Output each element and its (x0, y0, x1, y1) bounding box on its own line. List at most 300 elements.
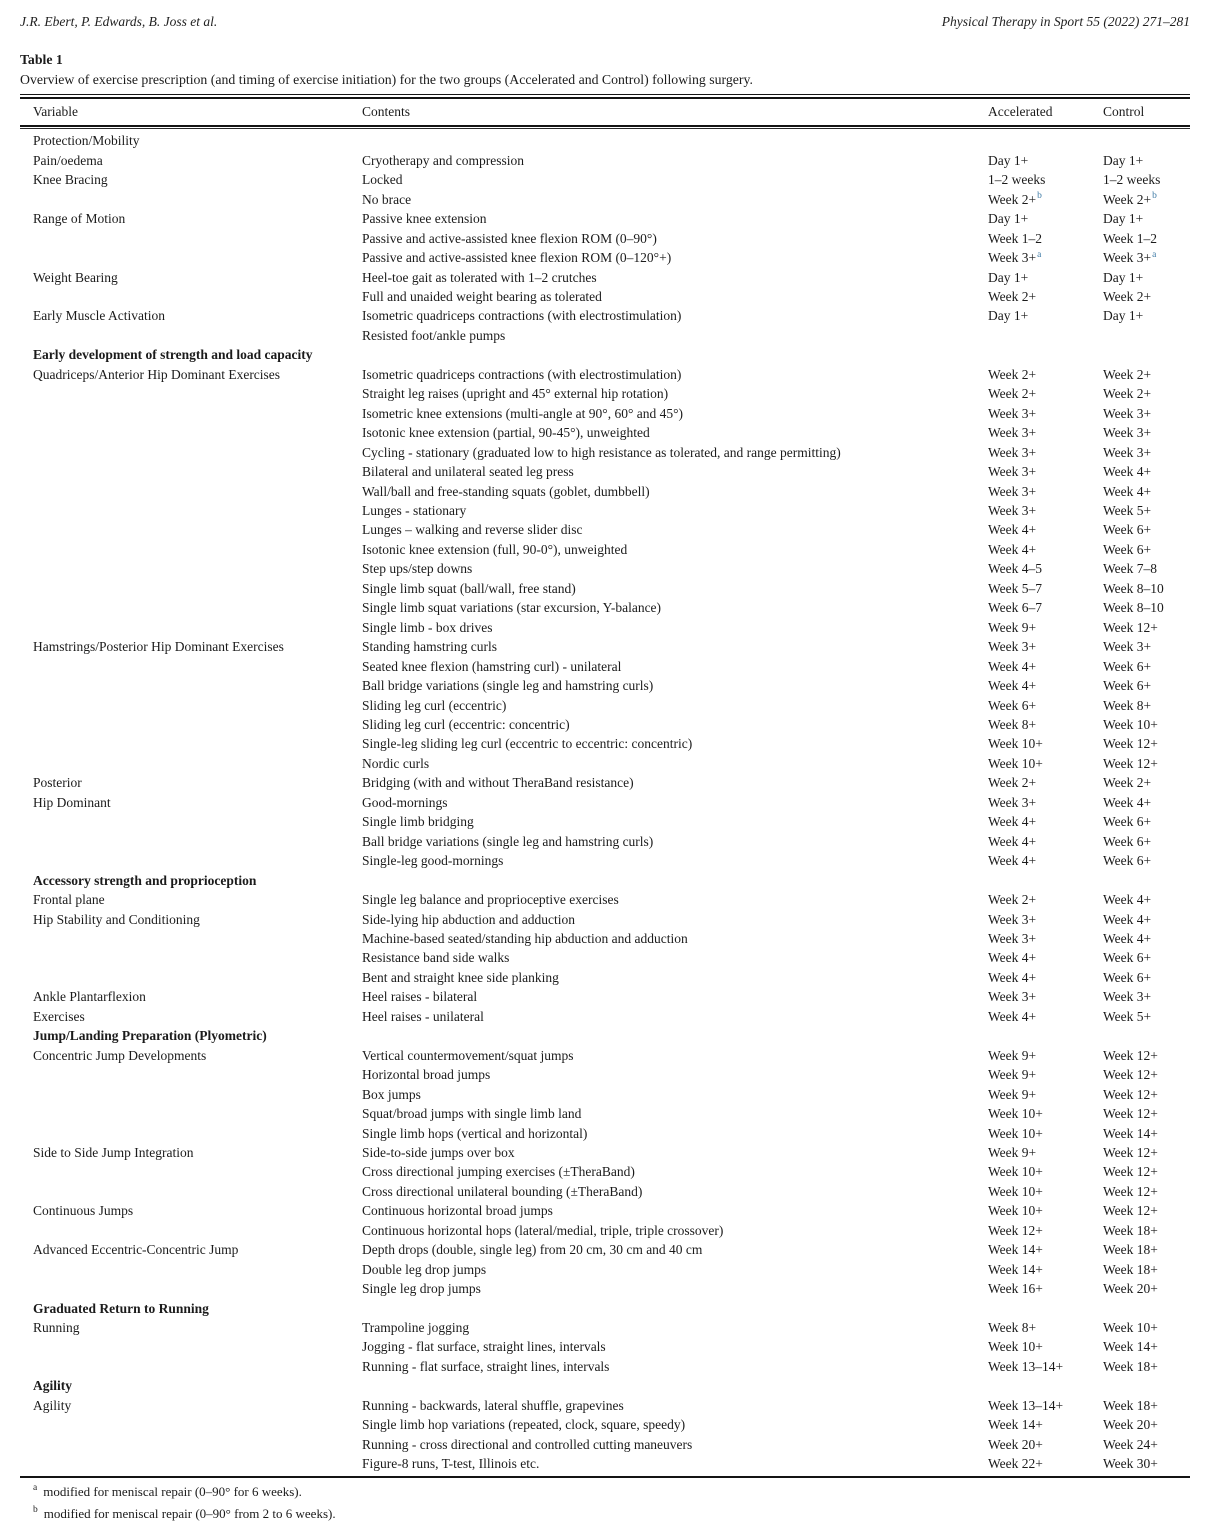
section-title: Graduated Return to Running (33, 1300, 209, 1316)
section-title: Jump/Landing Preparation (Plyometric) (33, 1028, 267, 1044)
cell-variable (33, 1065, 362, 1084)
cell-accelerated: Week 2+ (988, 775, 1037, 791)
cell-accelerated: Week 10+ (988, 1125, 1043, 1141)
cell-control: Week 14+ (1103, 1125, 1158, 1141)
cell-variable: Side to Side Jump Integration (33, 1144, 194, 1160)
cell-contents: Single limb hops (vertical and horizontal) (362, 1125, 588, 1141)
cell-contents: Heel raises - bilateral (362, 989, 478, 1005)
cell-control: Week 7–8 (1103, 561, 1158, 577)
cell-contents: Box jumps (362, 1086, 421, 1102)
table-row (33, 579, 1190, 598)
cell-accelerated: Week 3+ (988, 503, 1037, 518)
cell-control: Week 18+ (1103, 1397, 1158, 1413)
table-row (33, 1201, 1190, 1220)
cell-control: Week 4+ (1103, 794, 1152, 810)
cell-variable: Exercises (33, 1008, 85, 1024)
cell-variable (33, 520, 362, 539)
section-title: Early development of strength and load capacity (33, 347, 313, 363)
cell-accelerated: Week 10+ (988, 1106, 1043, 1122)
cell-control (1103, 326, 1190, 345)
column-header-control: Control (1103, 103, 1145, 119)
cell-accelerated: Week 14+ (988, 1242, 1043, 1258)
cell-variable: Weight Bearing (33, 269, 118, 285)
table-row (33, 462, 1190, 481)
section-row (33, 871, 1190, 890)
table-row (33, 618, 1190, 637)
cell-control: Week 12+ (1103, 1164, 1158, 1180)
cell-accelerated: Week 12+ (988, 1222, 1043, 1238)
cell-contents: Resisted foot/ankle pumps (362, 327, 506, 343)
footnote-marker: a (33, 1483, 38, 1494)
cell-control: Week 6+ (1103, 969, 1152, 985)
cell-contents: Single limb squat (ball/wall, free stand) (362, 580, 576, 596)
cell-contents: Cross directional unilateral bounding (±TheraBand) (362, 1183, 643, 1199)
cell-variable (33, 1415, 362, 1434)
cell-contents: Side-lying hip abduction and adduction (362, 911, 575, 927)
cell-control: Day 1+ (1103, 308, 1144, 324)
table-row (33, 1046, 1190, 1065)
cell-contents: Straight leg raises (upright and 45° external hip rotation) (362, 386, 669, 402)
table-row (33, 676, 1190, 695)
table-row (33, 734, 1190, 753)
table-caption: Overview of exercise prescription (and timing of exercise initiation) for the two groups (Accelerated and Control) following surgery. (20, 72, 753, 87)
table-row (33, 209, 1190, 228)
cell-contents: Continuous horizontal broad jumps (362, 1203, 553, 1219)
cell-variable (33, 676, 362, 695)
cell-contents: Heel raises - unilateral (362, 1008, 484, 1024)
cell-accelerated: Day 1+ (988, 269, 1029, 285)
cell-variable (33, 559, 362, 578)
footnote-marker: b (33, 1505, 38, 1516)
cell-control: Week 6+ (1103, 814, 1152, 830)
cell-control: Week 4+ (1103, 930, 1152, 946)
cell-control: Week 4+ (1103, 911, 1152, 927)
cell-contents: Single limb bridging (362, 814, 474, 830)
cell-control: Week 12+ (1103, 1067, 1158, 1083)
cell-variable (33, 326, 362, 345)
cell-contents: Single-leg good-mornings (362, 853, 504, 869)
cell-variable (33, 1337, 362, 1356)
section-row (33, 345, 1190, 364)
cell-contents: Machine-based seated/standing hip abduction and adduction (362, 930, 688, 946)
cell-accelerated: Week 10+ (988, 1183, 1043, 1199)
cell-contents: Running - backwards, lateral shuffle, grapevines (362, 1397, 624, 1413)
table-row (33, 1085, 1190, 1104)
table-row (33, 910, 1190, 929)
cell-variable (33, 1085, 362, 1104)
cell-accelerated: Day 1+ (988, 308, 1029, 324)
cell-accelerated: Week 2+$^b$ (988, 191, 1042, 207)
table-row (33, 1337, 1190, 1356)
exercise-table (20, 94, 1190, 1478)
table-row (33, 1260, 1190, 1279)
table-row (33, 1454, 1190, 1473)
table-row (33, 948, 1190, 967)
cell-control: Week 18+ (1103, 1261, 1158, 1277)
cell-accelerated: Week 4+ (988, 833, 1037, 849)
cell-control: Week 1–2 (1103, 230, 1158, 246)
cell-control: Week 12+ (1103, 1203, 1158, 1219)
section-row (33, 1026, 1190, 1045)
cell-variable (33, 384, 362, 403)
table-row (33, 1435, 1190, 1454)
cell-accelerated: Week 9+ (988, 619, 1037, 635)
table-row (33, 1357, 1190, 1376)
table-row (33, 715, 1190, 734)
cell-accelerated: Week 3+ (988, 989, 1037, 1005)
table-label: Table 1 (20, 52, 63, 67)
cell-accelerated: Week 20+ (988, 1436, 1043, 1452)
cell-control: Week 4+ (1103, 892, 1152, 908)
cell-variable (33, 1221, 362, 1240)
cell-control: Week 18+ (1103, 1242, 1158, 1258)
cell-contents: Running - cross directional and controlled cutting maneuvers (362, 1436, 693, 1452)
cell-contents: Bilateral and unilateral seated leg press (362, 464, 574, 480)
table-row (33, 151, 1190, 170)
section-title: Accessory strength and proprioception (33, 872, 257, 888)
cell-contents: Lunges – walking and reverse slider disc (362, 522, 583, 538)
cell-contents: Isotonic knee extension (partial, 90-45°), unweighted (362, 425, 650, 441)
table-row (33, 229, 1190, 248)
cell-accelerated: Week 22+ (988, 1456, 1043, 1472)
cell-contents: Passive and active-assisted knee flexion ROM (0–90°) (362, 230, 657, 246)
footnote-ref: a (1037, 249, 1042, 260)
cell-control: Week 2+$^b$ (1103, 191, 1157, 207)
cell-accelerated: Week 4+ (988, 814, 1037, 830)
cell-contents: Bent and straight knee side planking (362, 969, 559, 985)
cell-accelerated: Week 10+ (988, 1203, 1043, 1219)
table-row (33, 306, 1190, 325)
cell-variable: Hip Stability and Conditioning (33, 911, 200, 927)
footnote-ref: a (1152, 249, 1157, 260)
cell-variable: Pain/oedema (33, 152, 103, 168)
running-head (20, 0, 1190, 30)
cell-accelerated: Week 4–5 (988, 561, 1043, 577)
section-row (33, 1299, 1190, 1318)
table-row (33, 773, 1190, 792)
cell-variable (33, 462, 362, 481)
cell-contents: Ball bridge variations (single leg and hamstring curls) (362, 678, 654, 694)
cell-variable (33, 1435, 362, 1454)
table-header-row (20, 99, 1190, 125)
cell-variable (33, 287, 362, 306)
cell-variable (33, 1104, 362, 1123)
cell-accelerated: Week 10+ (988, 736, 1043, 752)
cell-variable (33, 598, 362, 617)
column-header-variable: Variable (33, 103, 78, 119)
cell-control: Week 2+ (1103, 289, 1152, 305)
cell-control: Week 14+ (1103, 1339, 1158, 1355)
cell-accelerated: Week 9+ (988, 1067, 1037, 1083)
footnote: $^b$ modified for meniscal repair (0–90° from 2 to 6 weeks). (33, 1505, 336, 1521)
cell-control: Week 10+ (1103, 1320, 1158, 1336)
cell-accelerated: Week 3+ (988, 930, 1037, 946)
table-row (33, 968, 1190, 987)
cell-contents: Vertical countermovement/squat jumps (362, 1047, 574, 1063)
cell-control: Week 18+ (1103, 1222, 1158, 1238)
cell-contents: Isometric knee extensions (multi-angle at 90°, 60° and 45°) (362, 405, 683, 421)
cell-variable: Frontal plane (33, 892, 105, 908)
cell-accelerated: Week 3+ (988, 425, 1037, 441)
cell-variable (33, 248, 362, 267)
cell-accelerated: Week 8+ (988, 716, 1037, 732)
cell-control: Day 1+ (1103, 269, 1144, 285)
cell-contents: Wall/ball and free-standing squats (goblet, dumbbell) (362, 483, 650, 499)
table-row (33, 482, 1190, 501)
cell-control: Day 1+ (1103, 152, 1144, 168)
cell-variable (33, 1357, 362, 1376)
cell-control: Week 24+ (1103, 1436, 1158, 1452)
cell-contents: Horizontal broad jumps (362, 1067, 491, 1083)
cell-accelerated: Week 2+ (988, 892, 1037, 908)
cell-control: Week 10+ (1103, 716, 1158, 732)
cell-contents: Single limb - box drives (362, 619, 493, 635)
footnote-ref: b (1152, 191, 1157, 202)
cell-contents: Continuous horizontal hops (lateral/medial, triple, triple crossover) (362, 1222, 724, 1238)
cell-accelerated: Week 9+ (988, 1144, 1037, 1160)
cell-accelerated: Week 5–7 (988, 580, 1043, 596)
table-row (33, 1318, 1190, 1337)
cell-accelerated: Day 1+ (988, 211, 1029, 227)
cell-control: Week 5+ (1103, 1008, 1152, 1024)
table-row (33, 1182, 1190, 1201)
table-row (33, 287, 1190, 306)
cell-accelerated: Week 3+ (988, 444, 1037, 460)
cell-contents: Standing hamstring curls (362, 639, 497, 655)
table-row (33, 598, 1190, 617)
cell-control: Week 12+ (1103, 1183, 1158, 1199)
table-row (33, 890, 1190, 909)
cell-control: Week 12+ (1103, 1086, 1158, 1102)
cell-accelerated: Week 3+ (988, 794, 1037, 810)
cell-control: Week 3+$^a$ (1103, 249, 1157, 266)
cell-contents: Cycling - stationary (graduated low to high resistance as tolerated, and range permitting) (362, 444, 841, 460)
cell-variable (33, 579, 362, 598)
cell-control: Week 3+ (1103, 639, 1152, 655)
cell-variable (33, 657, 362, 676)
cell-variable (33, 754, 362, 773)
table-row (33, 1396, 1190, 1415)
footnote: $^a$ modified for meniscal repair (0–90° for 6 weeks). (33, 1483, 302, 1499)
footnote-ref: b (1037, 191, 1042, 202)
cell-variable: Running (33, 1320, 80, 1336)
table-row (33, 190, 1190, 209)
cell-accelerated: Day 1+ (988, 152, 1029, 168)
cell-accelerated: Week 3+$^a$ (988, 249, 1042, 266)
table-row (33, 754, 1190, 773)
cell-variable (33, 1124, 362, 1143)
cell-control: Week 3+ (1103, 425, 1152, 441)
table-row (33, 832, 1190, 851)
cell-contents: Trampoline jogging (362, 1320, 470, 1336)
cell-accelerated: Week 4+ (988, 678, 1037, 694)
cell-variable (33, 734, 362, 753)
cell-accelerated: Week 4+ (988, 853, 1037, 869)
cell-accelerated: Week 3+ (988, 464, 1037, 480)
cell-control: Week 12+ (1103, 1106, 1158, 1122)
cell-accelerated: 1–2 weeks (988, 172, 1046, 188)
cell-variable (33, 832, 362, 851)
cell-control: Week 3+ (1103, 405, 1152, 421)
cell-variable (33, 190, 362, 209)
table-row (33, 1162, 1190, 1181)
cell-control: Week 8–10 (1103, 600, 1164, 616)
cell-contents: Sliding leg curl (eccentric: concentric) (362, 716, 570, 732)
cell-contents: Double leg drop jumps (362, 1261, 487, 1277)
cell-accelerated: Week 2+ (988, 386, 1037, 402)
cell-control: Week 6+ (1103, 522, 1152, 538)
cell-accelerated: Week 3+ (988, 911, 1037, 927)
cell-variable: Continuous Jumps (33, 1203, 134, 1219)
cell-control: Week 8+ (1103, 697, 1152, 713)
table-row (33, 637, 1190, 656)
cell-contents: Good-mornings (362, 794, 448, 810)
cell-control: Week 3+ (1103, 444, 1152, 460)
cell-control: Week 6+ (1103, 541, 1152, 557)
cell-accelerated: Week 6–7 (988, 600, 1043, 616)
table-row (33, 443, 1190, 462)
cell-accelerated: Week 3+ (988, 405, 1037, 421)
cell-variable: Agility (33, 1397, 72, 1413)
cell-accelerated: Week 4+ (988, 658, 1037, 674)
cell-variable (33, 1279, 362, 1298)
table-row (33, 1007, 1190, 1026)
cell-control: Week 8–10 (1103, 580, 1164, 596)
cell-accelerated: Week 13–14+ (988, 1358, 1064, 1374)
cell-contents: Step ups/step downs (362, 561, 473, 577)
running-head-authors: J.R. Ebert, P. Edwards, B. Joss et al. (20, 14, 218, 29)
cell-variable: Advanced Eccentric-Concentric Jump (33, 1242, 239, 1258)
cell-variable (33, 851, 362, 870)
cell-accelerated: Week 3+ (988, 639, 1037, 655)
running-head-journal: Physical Therapy in Sport 55 (2022) 271–281 (941, 14, 1190, 29)
cell-control: Week 6+ (1103, 658, 1152, 674)
cell-variable: Knee Bracing (33, 172, 108, 188)
cell-variable (33, 715, 362, 734)
cell-variable (33, 229, 362, 248)
cell-contents: Side-to-side jumps over box (362, 1144, 515, 1160)
cell-accelerated: Week 10+ (988, 1339, 1043, 1355)
table-footnotes (20, 1481, 1190, 1525)
table-row (33, 404, 1190, 423)
cell-accelerated: Week 2+ (988, 289, 1037, 305)
cell-control: Week 20+ (1103, 1281, 1158, 1297)
table-row (33, 1221, 1190, 1240)
cell-accelerated: Week 4+ (988, 950, 1037, 966)
cell-contents: No brace (362, 191, 412, 207)
table-row (33, 384, 1190, 403)
table-row (33, 1065, 1190, 1084)
table-bottom-rule (20, 1476, 1190, 1478)
cell-control: Week 2+ (1103, 386, 1152, 402)
cell-contents: Isometric quadriceps contractions (with electrostimulation) (362, 366, 682, 382)
cell-control: Week 6+ (1103, 678, 1152, 694)
cell-variable: Ankle Plantarflexion (33, 989, 146, 1005)
table-row (33, 696, 1190, 715)
cell-contents: Single leg drop jumps (362, 1281, 481, 1297)
cell-control: Week 4+ (1103, 483, 1152, 499)
cell-contents: Seated knee flexion (hamstring curl) - unilateral (362, 658, 622, 674)
cell-accelerated: Week 9+ (988, 1047, 1037, 1063)
table-row (33, 1124, 1190, 1143)
cell-accelerated: Week 4+ (988, 541, 1037, 557)
cell-contents: Ball bridge variations (single leg and hamstring curls) (362, 833, 654, 849)
cell-control: 1–2 weeks (1103, 172, 1161, 188)
cell-control: Week 6+ (1103, 853, 1152, 869)
cell-contents: Single limb hop variations (repeated, clock, square, speedy) (362, 1417, 686, 1433)
section-title: Agility (33, 1378, 72, 1394)
cell-contents: Passive knee extension (362, 211, 487, 227)
cell-variable (33, 1162, 362, 1181)
table-row (33, 1279, 1190, 1298)
cell-variable (33, 404, 362, 423)
cell-variable (33, 1260, 362, 1279)
cell-variable (33, 696, 362, 715)
cell-control: Week 12+ (1103, 619, 1158, 635)
cell-control: Week 30+ (1103, 1456, 1158, 1472)
cell-accelerated: Week 4+ (988, 522, 1037, 538)
cell-accelerated: Week 10+ (988, 1164, 1043, 1180)
cell-control: Week 12+ (1103, 1144, 1158, 1160)
cell-variable (33, 968, 362, 987)
table-row (33, 929, 1190, 948)
table-row (33, 365, 1190, 384)
section-row (33, 1376, 1190, 1395)
cell-contents: Running - flat surface, straight lines, intervals (362, 1358, 610, 1374)
section-row (33, 131, 1190, 150)
cell-variable: Range of Motion (33, 211, 126, 227)
cell-control: Week 4+ (1103, 464, 1152, 480)
cell-control: Day 1+ (1103, 211, 1144, 227)
table-row (33, 987, 1190, 1006)
cell-contents: Sliding leg curl (eccentric) (362, 697, 507, 713)
table-row (33, 812, 1190, 831)
cell-contents: Single-leg sliding leg curl (eccentric to eccentric: concentric) (362, 736, 693, 752)
table-row (33, 851, 1190, 870)
cell-contents: Nordic curls (362, 755, 430, 771)
cell-contents: Locked (362, 172, 403, 188)
cell-variable: Hamstrings/Posterior Hip Dominant Exercises (33, 639, 284, 655)
cell-variable (33, 501, 362, 520)
cell-accelerated: Week 14+ (988, 1417, 1043, 1433)
cell-accelerated: Week 16+ (988, 1281, 1043, 1297)
cell-contents: Depth drops (double, single leg) from 20 cm, 30 cm and 40 cm (362, 1242, 703, 1258)
cell-control: Week 12+ (1103, 736, 1158, 752)
cell-variable (33, 482, 362, 501)
cell-control: Week 12+ (1103, 755, 1158, 771)
cell-control: Week 18+ (1103, 1358, 1158, 1374)
cell-control: Week 12+ (1103, 1047, 1158, 1063)
cell-contents: Jogging - flat surface, straight lines, intervals (362, 1339, 606, 1355)
cell-contents: Cross directional jumping exercises (±TheraBand) (362, 1164, 635, 1180)
cell-variable: Posterior (33, 775, 82, 791)
cell-contents: Figure-8 runs, T-test, Illinois etc. (362, 1456, 540, 1472)
table-row (33, 1240, 1190, 1259)
table-row (33, 520, 1190, 539)
table-row (33, 1415, 1190, 1434)
cell-contents: Cryotherapy and compression (362, 152, 524, 168)
cell-accelerated: Week 3+ (988, 483, 1037, 499)
cell-contents: Lunges - stationary (362, 503, 467, 518)
table-row (33, 423, 1190, 442)
cell-variable (33, 423, 362, 442)
table-body (20, 129, 1190, 1475)
table-row (33, 793, 1190, 812)
table-row (33, 248, 1190, 267)
section-title: Protection/Mobility (33, 133, 140, 149)
cell-accelerated: Week 4+ (988, 969, 1037, 985)
cell-accelerated (988, 326, 1103, 345)
